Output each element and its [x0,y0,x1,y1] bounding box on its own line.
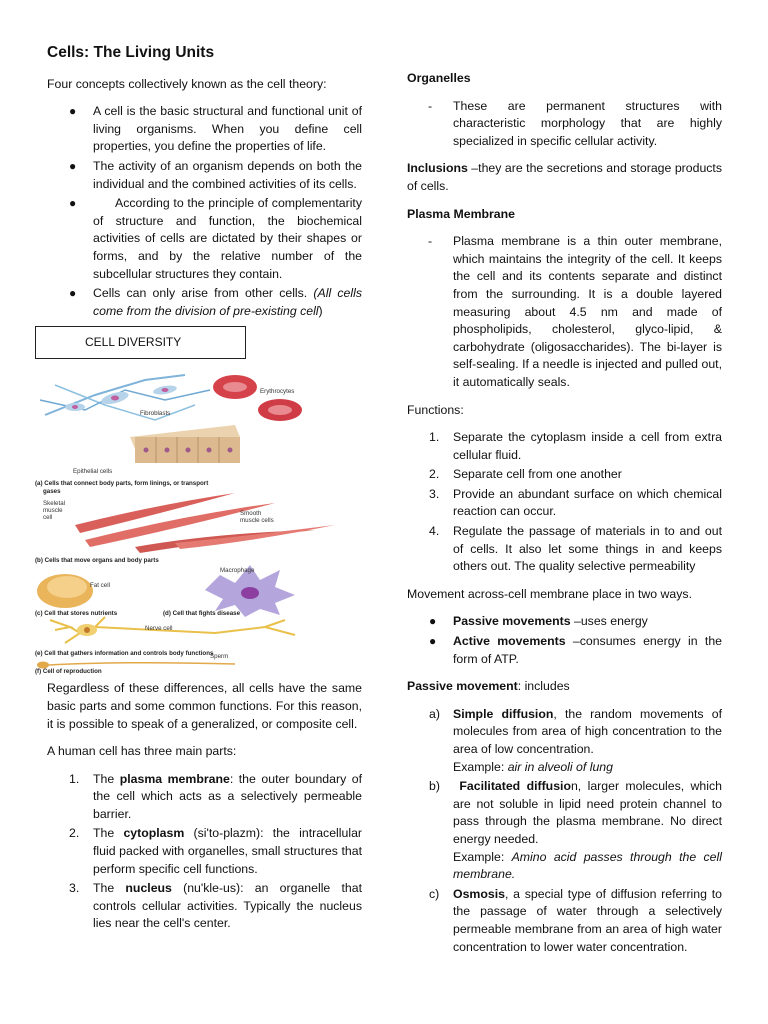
label-fibroblasts: Fibroblasts [140,410,171,418]
caption-c: (c) Cell that stores nutrients [35,610,118,618]
list-item: 1. The plasma membrane: the outer boundary of the cell which acts as a selectively permeable barrier. [69,771,362,821]
plasma-membrane-heading: Plasma Membrane [407,206,515,221]
bullet-icon: ● [429,614,437,629]
caption-e: (e) Cell that gathers information and controls body functions [35,650,214,658]
functions-list [407,429,722,576]
list-item: c) Osmosis, a special type of diffusion referring to the passage of water through a selectively permeable membrane from an area of high water concentration to lower water concentration. [429,886,722,954]
passive-movement-heading: Passive movement: includes [407,679,570,694]
label-macrophage: Macrophage [220,567,255,575]
bullet-icon: ● [69,104,77,119]
page-title: Cells: The Living Units [47,44,215,61]
cell-theory-list [47,103,362,320]
caption-b: (b) Cells that move organs and body parts [35,557,159,565]
cell-diversity-illustration [35,365,355,670]
list-item: 4. Regulate the passage of materials in to and out of cells. It also let some things in and keeps others out. The quality selective permeability [429,524,722,574]
organelles-item: - These are permanent structures with characteristic morphology that are highly specialized in specific cellular activity. [428,98,722,148]
bullet-icon: ● [69,286,77,301]
list-item: 3. Provide an abundant surface on which chemical reaction can occur. [429,486,722,519]
caption-a: (a) Cells that connect body parts, form linings, or transport [35,480,209,488]
movement-list [407,613,722,668]
label-epithelial: Epithelial cells [73,468,113,476]
svg-text:muscle cells: muscle cells [240,517,274,525]
svg-text:muscle: muscle [43,507,63,515]
functions-heading: Functions: [407,402,464,417]
parts-intro: A human cell has three main parts: [47,744,237,759]
fibroblast-cells-image [40,375,210,420]
caption-a-cont: gases [43,488,61,496]
list-item: b) Facilitated diffusion, larger molecules, which are not soluble in lipid need protein channel to pass through the plasma membrane. No direct energy needed. Example: Amino acid passes through the cell membrane. [429,779,722,882]
list-item: a) Simple diffusion, the random movements of molecules from area of high concentration to the area of low concentration. Example: air in alveoli of lung [429,706,722,774]
bullet-icon: ● [69,158,77,173]
label-erythrocytes: Erythrocytes [260,388,295,396]
caption-f: (f) Cell of reproduction [35,668,102,676]
list-item: 2. The cytoplasm (si'to-plazm): the intracellular fluid packed with organelles, small structures that perform specific cell functions. [69,826,362,876]
cell-parts-list [47,771,362,933]
cell-theory-intro: Four concepts collectively known as the cell theory: [47,76,327,91]
list-item: ● The activity of an organism depends on both the individual and the combined activities of its cells. [69,158,362,191]
label-fat-cell: Fat cell [90,582,110,590]
dash-icon: - [428,98,433,113]
caption-d: (d) Cell that fights disease [163,610,241,618]
cell-diversity-box: CELL DIVERSITY [35,326,246,359]
plasma-membrane-item: - Plasma membrane is a thin outer membrane, which maintains the integrity of the cell. It keeps the cell and its contents separate and distinct from the surrounding. It is a double layered measuring about 4.5 nm and made of phospholipids, cholesterol, glyco-lipid, & carbohydrate (oligosaccharides). The bi-layer is self-sealing. If a needle is injected and pulled out, it automatically seals. [428,234,722,389]
left-column [35,44,362,943]
list-item: ● Active movements –consumes energy in the form of ATP. [429,634,722,666]
list-item: ● Passive movements –uses energy [407,613,722,631]
list-item: ● A cell is the basic structural and functional unit of living organisms. When you define cell properties, you define the properties of life. [69,104,362,154]
label-sperm: Sperm [210,653,229,661]
right-column [407,70,722,966]
erythrocytes-image [213,375,302,421]
list-item: 2. Separate cell from one another [429,467,622,482]
list-item: 1. Separate the cytoplasm inside a cell from extra cellular fluid. [429,430,722,462]
dash-icon: - [428,234,433,249]
fat-cell-image [37,574,93,608]
movement-intro: Movement across-cell membrane place in two ways. [407,586,692,601]
list-item: ● Cells can only arise from other cells. (All cells come from the division of pre-existing cell) [69,286,362,318]
bullet-icon: ● [69,196,77,211]
label-smooth: Smooth [240,510,262,518]
label-nerve-cell: Nerve cell [145,625,173,633]
organelles-heading: Organelles [407,71,471,85]
passive-movement-list [407,706,722,956]
inclusions-paragraph: Inclusions –they are the secretions and storage products of cells. [407,161,722,193]
list-item: 3. The nucleus (nu'kle-us): an organelle that controls cellular activities. Typically the nucleus lies near the cell's center. [69,881,362,931]
regardless-paragraph: Regardless of these differences, all cells have the same basic parts and some common functions. For this reason, it is possible to speak of a generalized, or composite cell. [47,681,362,731]
bullet-icon: ● [429,634,437,649]
label-skeletal: Skeletal [43,500,66,508]
cell-diversity-figure [35,365,355,676]
muscle-cells-image [75,493,335,553]
svg-text:cell: cell [43,514,53,522]
list-item: ● According to the principle of complementarity of structure and function, the biochemical activities of cells are dictated by their shapes or forms, and by the relative number of the subcellular structures they contain. [69,196,362,281]
epithelial-cells-image [130,425,240,463]
